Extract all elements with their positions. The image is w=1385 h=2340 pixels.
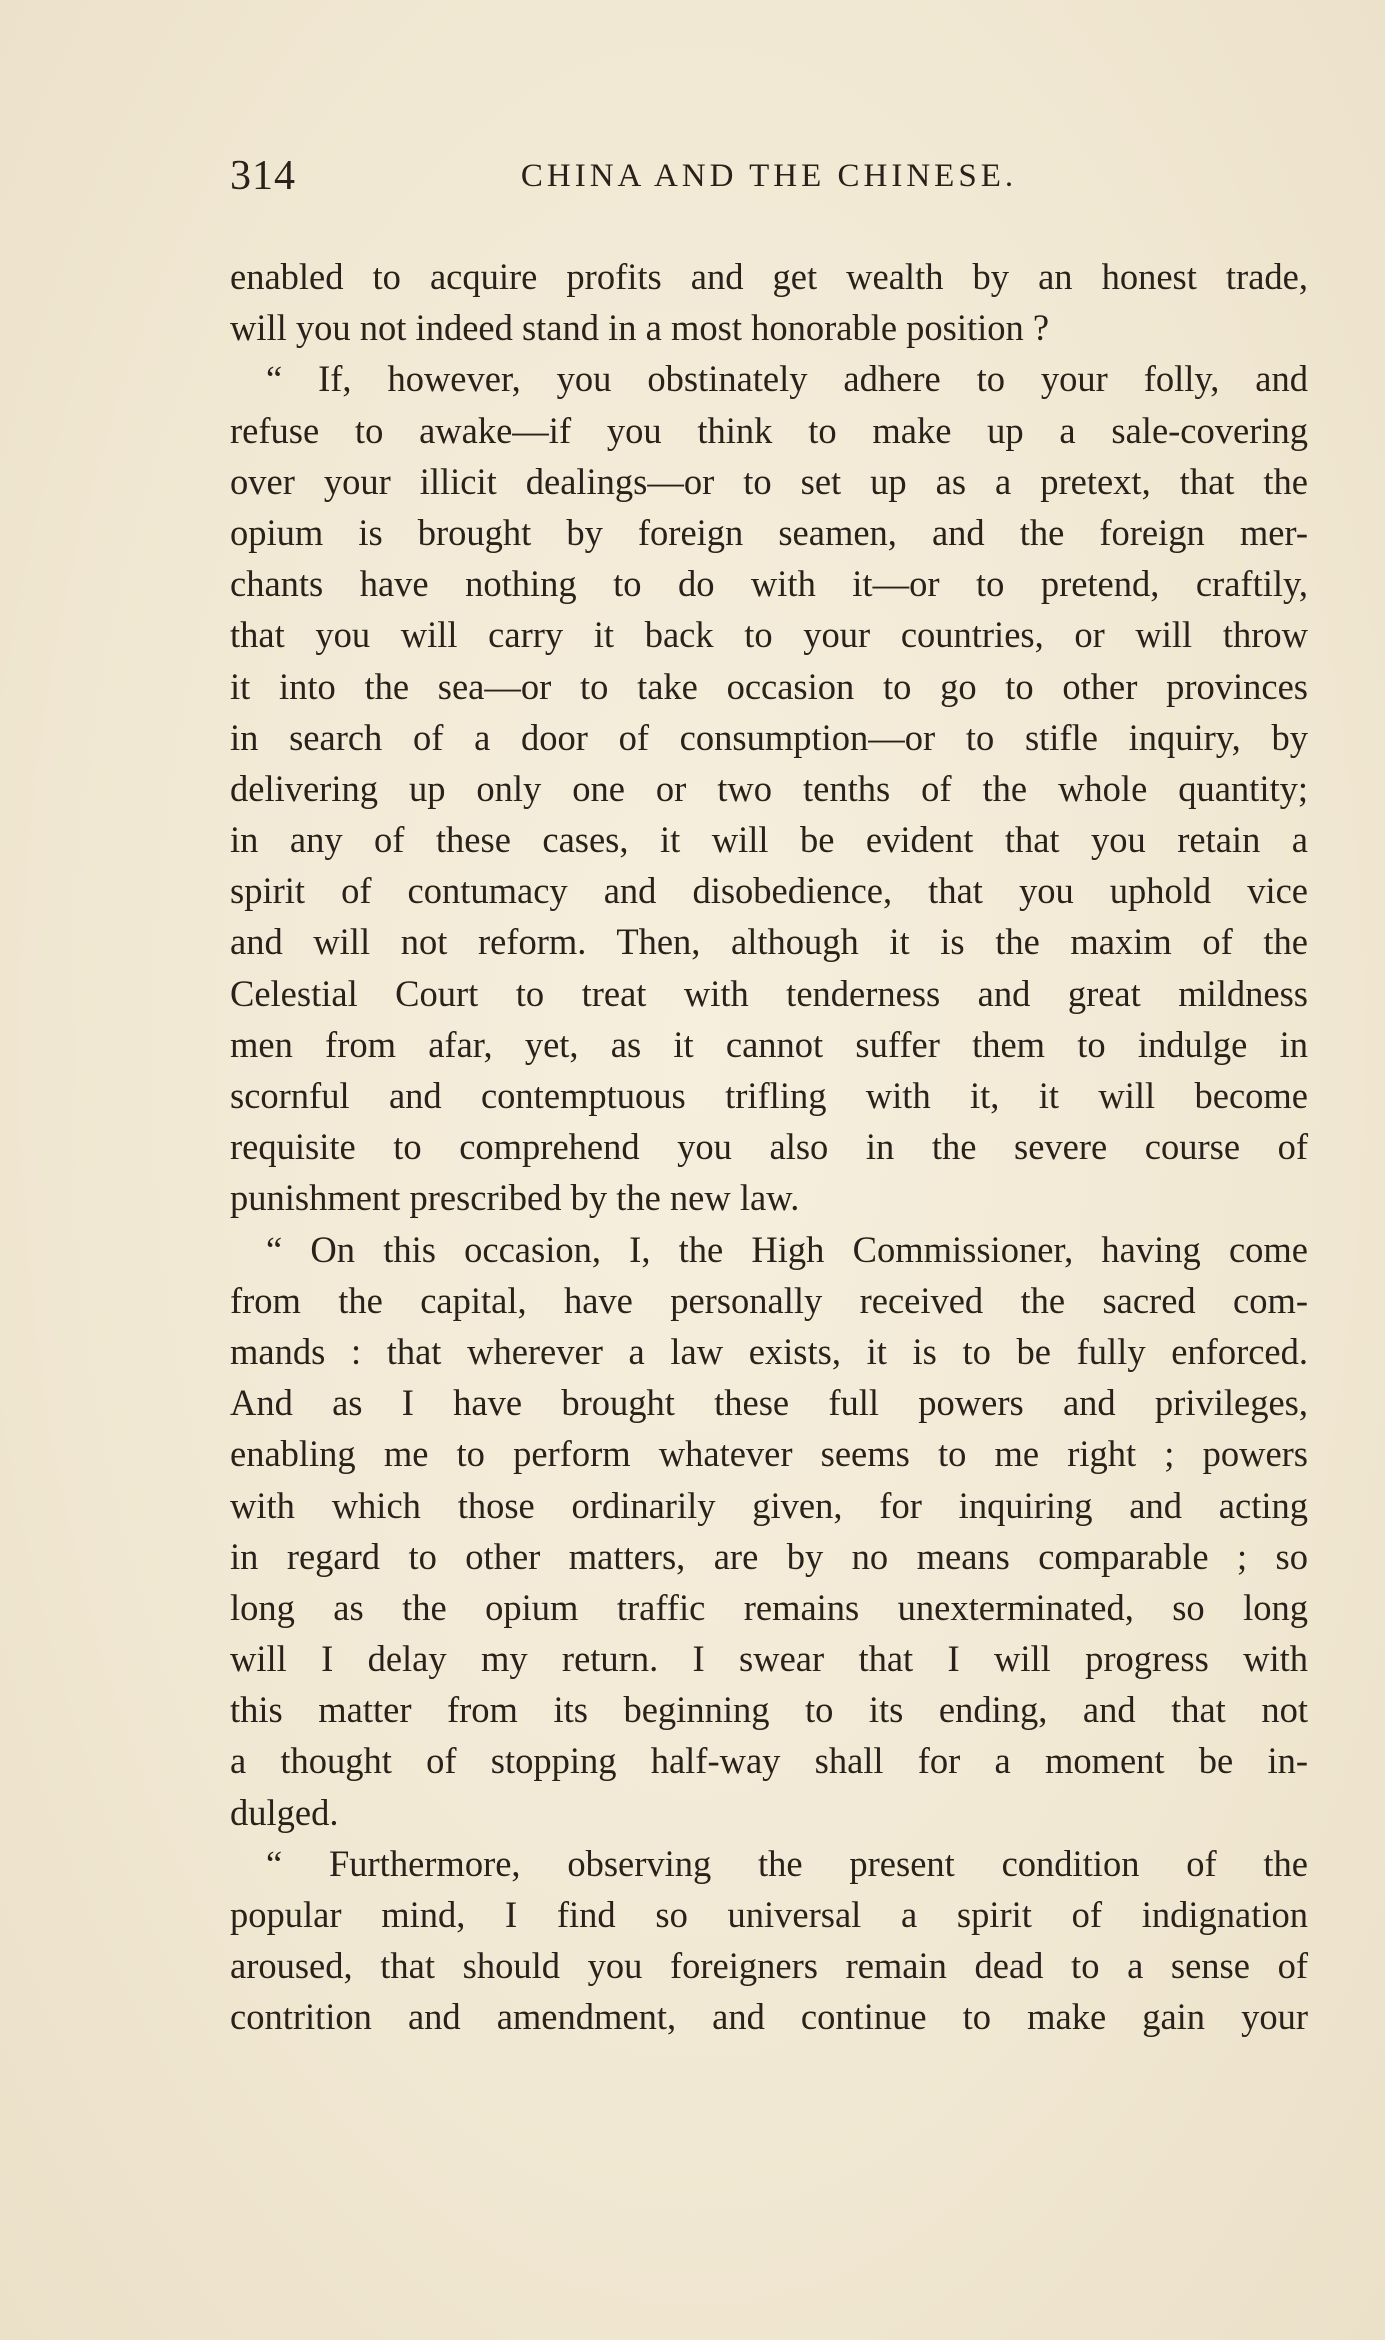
text-line: enabled to acquire profits and get wealth by an honest trade,: [230, 256, 1308, 297]
text-line: chants have nothing to do with it—or to pretend, craftily,: [230, 563, 1308, 605]
body-text: [230, 251, 1308, 2043]
text-line: it into the sea—or to take occasion to go to other provinces: [230, 665, 1308, 707]
text-line: over your illicit dealings—or to set up as a pretext, that the: [230, 460, 1308, 502]
text-line: will you not indeed stand in a most honorable position ?: [230, 307, 1050, 349]
text-line: spirit of contumacy and disobedience, that you uphold vice: [230, 870, 1308, 912]
text-line: in regard to other matters, are by no means comparable ; so: [230, 1535, 1308, 1577]
running-head: [230, 152, 1308, 212]
paragraph-first-line: “ On this occasion, I, the High Commissioner, having come: [266, 1228, 1308, 1270]
text-line: from the capital, have personally received the sacred com-: [230, 1279, 1308, 1321]
text-line: popular mind, I find so universal a spirit of indignation: [230, 1894, 1308, 1935]
running-head-title: CHINA AND THE CHINESE.: [520, 158, 1018, 194]
text-line: Celestial Court to treat with tenderness and great mildness: [230, 972, 1308, 1014]
text-line: requisite to comprehend you also in the severe course of: [230, 1126, 1308, 1168]
text-line: contrition and amendment, and continue to make gain your: [230, 1996, 1308, 2038]
text-line: mands : that wherever a law exists, it is to be fully enforced.: [230, 1330, 1308, 1372]
text-line: dulged.: [230, 1791, 339, 1833]
text-line: that you will carry it back to your countries, or will throw: [230, 614, 1308, 656]
text-line: this matter from its beginning to its ending, and that not: [230, 1689, 1308, 1731]
page-number: 314: [230, 153, 296, 199]
text-line: enabling me to perform whatever seems to me right ; powers: [230, 1433, 1308, 1475]
text-line: punishment prescribed by the new law.: [230, 1177, 800, 1219]
text-line: and will not reform. Then, although it is the maxim of the: [230, 921, 1308, 963]
text-line: men from afar, yet, as it cannot suffer them to indulge in: [230, 1023, 1308, 1065]
text-line: in search of a door of consumption—or to stifle inquiry, by: [230, 716, 1308, 758]
text-line: will I delay my return. I swear that I will progress with: [230, 1638, 1308, 1680]
text-line: refuse to awake—if you think to make up a sale-covering: [230, 409, 1308, 451]
text-line: And as I have brought these full powers and privileges,: [230, 1382, 1308, 1424]
text-line: delivering up only one or two tenths of the whole quantity;: [230, 767, 1308, 809]
text-line: long as the opium traffic remains unexterminated, so long: [230, 1586, 1308, 1628]
text-line: in any of these cases, it will be evident that you retain a: [230, 819, 1308, 861]
text-line: aroused, that should you foreigners remain dead to a sense of: [230, 1945, 1308, 1987]
text-line: opium is brought by foreign seamen, and the foreign mer-: [230, 511, 1308, 553]
paragraph-first-line: “ If, however, you obstinately adhere to your folly, and: [266, 358, 1308, 400]
text-line: scornful and contemptuous trifling with it, it will become: [230, 1075, 1308, 1116]
text-line: with which those ordinarily given, for inquiring and acting: [230, 1484, 1308, 1526]
text-line: a thought of stopping half-way shall for a moment be in-: [230, 1740, 1308, 1782]
paragraph-first-line: “ Furthermore, observing the present condition of the: [266, 1842, 1308, 1884]
